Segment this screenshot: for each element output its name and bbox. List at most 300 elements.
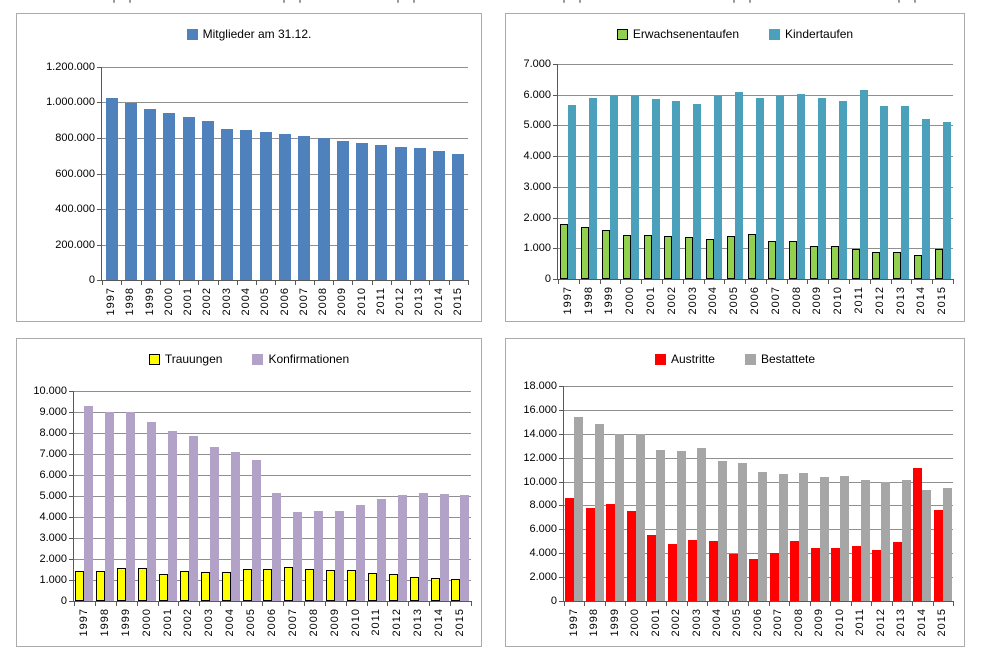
x-axis-label: 2008 — [317, 287, 330, 316]
x-label-slot — [158, 608, 179, 648]
bar-group-2007 — [769, 386, 789, 601]
glyph-fragment — [129, 0, 131, 3]
x-axis-label: 2006 — [265, 608, 278, 637]
bars-layer — [558, 64, 953, 279]
bar-group-2012 — [870, 64, 891, 279]
x-axis-label: 2010 — [833, 608, 846, 637]
y-axis-label: 6.000 — [523, 88, 551, 101]
legend-item-mitglieder — [187, 27, 312, 41]
bar-group-2013 — [408, 391, 429, 601]
y-axis-label: 14.000 — [523, 427, 557, 440]
x-axis-tick — [262, 601, 263, 606]
bar-trauungen — [243, 569, 252, 601]
y-axis-label: 3.000 — [39, 532, 67, 544]
chart-legend — [17, 27, 481, 41]
x-label-slot — [724, 286, 745, 326]
x-label-slot — [646, 608, 666, 648]
bar-group-2013 — [892, 386, 912, 601]
glyph-fragment — [413, 0, 415, 3]
bar-group-2009 — [333, 67, 352, 280]
bar-group-2002 — [178, 391, 199, 601]
bar-group-2001 — [158, 391, 179, 601]
x-label-slot — [179, 287, 198, 327]
bar-austritte — [586, 508, 595, 601]
bar-kindertaufen — [860, 90, 868, 279]
bar-group-1998 — [579, 64, 600, 279]
bar-group-2005 — [728, 386, 748, 601]
bar-trauungen — [451, 579, 460, 601]
bar-group-2002 — [198, 67, 217, 280]
x-axis-tick — [450, 601, 451, 606]
x-axis-labels — [102, 287, 468, 327]
x-axis-label: 2013 — [412, 608, 425, 637]
bar-group-2012 — [387, 391, 408, 601]
bar-group-1998 — [95, 391, 116, 601]
y-axis-label: 4.000 — [523, 150, 551, 163]
bar-group-2007 — [295, 67, 314, 280]
x-label-slot — [932, 286, 953, 326]
chart-trauungen-konfirmationen[interactable] — [16, 338, 482, 647]
y-axis-label: 2.000 — [39, 553, 67, 565]
bar-group-2004 — [237, 67, 256, 280]
bar-bestattete — [697, 448, 706, 601]
bar-konfirmationen — [398, 495, 407, 601]
bar-mitglieder — [414, 148, 426, 280]
bar-group-2013 — [410, 67, 429, 280]
bar-trauungen — [347, 570, 356, 601]
x-axis-label: 2010 — [832, 286, 845, 315]
charts-grid — [16, 13, 965, 647]
bar-group-2002 — [666, 386, 686, 601]
x-axis-tick — [953, 279, 954, 284]
x-label-slot — [912, 286, 933, 326]
plot-area — [33, 385, 471, 637]
bar-erwachsenentaufen — [789, 241, 797, 279]
bar-konfirmationen — [356, 505, 365, 601]
y-axis-label: 0 — [60, 595, 67, 607]
x-label-slot — [295, 287, 314, 327]
bar-group-1998 — [584, 386, 604, 601]
bar-austritte — [893, 542, 902, 601]
bar-group-2012 — [871, 386, 891, 601]
glyph-fragment — [579, 0, 581, 3]
x-label-slot — [262, 608, 283, 648]
bar-trauungen — [96, 571, 105, 601]
x-axis-label: 2012 — [394, 287, 407, 316]
y-axis-label: 1.000 — [39, 574, 67, 586]
x-axis-labels — [74, 608, 471, 648]
x-axis-label: 1998 — [582, 286, 595, 315]
bar-trauungen — [284, 567, 293, 601]
x-axis-label: 2014 — [433, 608, 446, 637]
x-axis-tick — [410, 280, 411, 285]
bar-trauungen — [305, 569, 314, 601]
x-axis-label: 2015 — [936, 608, 949, 637]
bar-group-2010 — [830, 386, 850, 601]
bar-bestattete — [738, 463, 747, 601]
x-axis-label: 1998 — [124, 287, 137, 316]
bar-mitglieder — [337, 141, 349, 280]
x-axis-label: 2000 — [140, 608, 153, 637]
x-label-slot — [891, 286, 912, 326]
x-axis-tick — [707, 601, 708, 606]
legend-label-erwachsenentaufen: Erwachsenentaufen — [632, 27, 739, 41]
x-axis-label: 2005 — [731, 608, 744, 637]
x-axis-tick — [625, 601, 626, 606]
bar-group-2002 — [662, 64, 683, 279]
bar-austritte — [934, 510, 943, 601]
chart-austritte-bestattete[interactable] — [505, 338, 965, 647]
bar-konfirmationen — [293, 512, 302, 601]
y-axis-label: 7.000 — [39, 448, 67, 460]
x-label-slot — [141, 287, 160, 327]
bar-group-2005 — [724, 64, 745, 279]
bar-bestattete — [922, 490, 931, 601]
x-axis-label: 1999 — [608, 608, 621, 637]
bar-group-2015 — [449, 67, 468, 280]
y-axis-label: 5.000 — [39, 490, 67, 502]
x-label-slot — [769, 608, 789, 648]
bar-group-2006 — [745, 64, 766, 279]
bar-erwachsenentaufen — [560, 224, 568, 279]
x-axis-tick — [769, 601, 770, 606]
x-axis-label: 2000 — [162, 287, 175, 316]
bar-trauungen — [389, 574, 398, 601]
bars-layer — [102, 67, 468, 280]
x-label-slot — [851, 608, 871, 648]
x-label-slot — [620, 286, 641, 326]
y-axis-label: 6.000 — [39, 469, 67, 481]
bar-konfirmationen — [252, 460, 261, 601]
x-axis-tick — [391, 280, 392, 285]
x-axis-label: 2007 — [286, 608, 299, 637]
x-axis-tick — [584, 601, 585, 606]
bar-mitglieder — [433, 151, 445, 280]
chart-mitglieder[interactable] — [16, 13, 482, 322]
y-axis-label: 200.000 — [55, 238, 95, 251]
x-axis-label: 2002 — [182, 608, 195, 637]
bar-austritte — [790, 541, 799, 601]
x-axis-label: 2002 — [665, 286, 678, 315]
x-axis-tick — [429, 601, 430, 606]
bars-layer — [74, 391, 471, 601]
x-label-slot — [218, 287, 237, 327]
x-axis-tick — [605, 601, 606, 606]
x-axis-tick — [728, 601, 729, 606]
x-axis-label: 2000 — [629, 608, 642, 637]
chart-taufen[interactable] — [505, 13, 965, 322]
bar-kindertaufen — [652, 99, 660, 279]
bar-konfirmationen — [335, 511, 344, 601]
y-axis-label: 1.000 — [523, 242, 551, 255]
x-axis-tick — [953, 601, 954, 606]
bar-austritte — [709, 541, 718, 601]
x-label-slot — [304, 608, 325, 648]
bar-erwachsenentaufen — [727, 236, 735, 279]
legend-swatch-erwachsenentaufen — [617, 29, 628, 40]
x-axis-label: 2012 — [873, 286, 886, 315]
x-label-slot — [745, 286, 766, 326]
bar-group-2004 — [707, 386, 727, 601]
y-axis-label: 5.000 — [523, 119, 551, 132]
x-axis-label: 2004 — [224, 608, 237, 637]
x-axis-label: 2004 — [239, 287, 252, 316]
x-axis-label: 1997 — [567, 608, 580, 637]
bar-group-2008 — [787, 64, 808, 279]
glyph-fragment — [299, 0, 301, 3]
x-axis-label: 2007 — [772, 608, 785, 637]
x-label-slot — [641, 286, 662, 326]
legend-swatch-austritte — [655, 354, 666, 365]
legend-item-konfirmationen — [252, 352, 349, 366]
bar-erwachsenentaufen — [706, 239, 714, 279]
x-label-slot — [766, 286, 787, 326]
bar-bestattete — [779, 474, 788, 601]
x-axis-tick — [810, 601, 811, 606]
x-axis-tick — [600, 279, 601, 284]
x-axis-label: 2008 — [307, 608, 320, 637]
bar-group-2006 — [275, 67, 294, 280]
x-label-slot — [932, 608, 952, 648]
bar-group-2003 — [218, 67, 237, 280]
x-axis-label: 2008 — [790, 286, 803, 315]
y-axis-label: 12.000 — [523, 451, 557, 464]
bar-trauungen — [410, 577, 419, 601]
bar-kindertaufen — [672, 101, 680, 279]
x-axis-tick — [121, 280, 122, 285]
bar-group-2009 — [808, 64, 829, 279]
bar-group-2015 — [450, 391, 471, 601]
y-axis-label: 2.000 — [523, 211, 551, 224]
bar-mitglieder — [375, 145, 387, 280]
x-axis-label: 2003 — [203, 608, 216, 637]
x-axis-tick — [137, 601, 138, 606]
x-axis-label: 2010 — [349, 608, 362, 637]
bar-konfirmationen — [147, 422, 156, 601]
bar-erwachsenentaufen — [768, 241, 776, 279]
legend-label-bestattete: Bestattete — [760, 352, 816, 366]
bar-bestattete — [595, 424, 604, 601]
x-axis-label: 2009 — [336, 287, 349, 316]
bar-group-2014 — [429, 391, 450, 601]
bar-group-2009 — [810, 386, 830, 601]
x-label-slot — [314, 287, 333, 327]
x-axis-label: 2003 — [686, 286, 699, 315]
bar-group-2006 — [262, 391, 283, 601]
bar-austritte — [688, 540, 697, 602]
bar-konfirmationen — [168, 431, 177, 601]
x-axis-labels — [558, 286, 953, 326]
x-label-slot — [366, 608, 387, 648]
x-label-slot — [449, 287, 468, 327]
x-label-slot — [728, 608, 748, 648]
bar-group-2014 — [912, 64, 933, 279]
bar-bestattete — [902, 480, 911, 601]
y-axis-label: 8.000 — [529, 499, 557, 512]
x-label-slot — [391, 287, 410, 327]
legend-swatch-konfirmationen — [252, 354, 263, 365]
bar-group-2014 — [912, 386, 932, 601]
glyph-fragment — [749, 0, 751, 3]
x-axis-tick — [912, 601, 913, 606]
x-label-slot — [584, 608, 604, 648]
bar-kindertaufen — [901, 106, 909, 279]
bar-trauungen — [368, 573, 377, 601]
x-axis-label: 2011 — [374, 287, 387, 315]
bar-austritte — [565, 498, 574, 601]
x-label-slot — [870, 286, 891, 326]
x-axis-label: 1997 — [105, 287, 118, 316]
bar-konfirmationen — [126, 412, 135, 601]
x-axis-tick — [160, 280, 161, 285]
bar-konfirmationen — [189, 436, 198, 601]
glyph-fragment — [283, 0, 285, 3]
x-label-slot — [892, 608, 912, 648]
x-label-slot — [810, 608, 830, 648]
x-axis-tick — [830, 601, 831, 606]
glyph-fragment — [914, 0, 916, 3]
bar-group-2003 — [683, 64, 704, 279]
bar-mitglieder — [202, 121, 214, 280]
x-label-slot — [410, 287, 429, 327]
x-axis-label: 2015 — [936, 286, 949, 315]
plot-area — [46, 61, 468, 316]
x-axis-tick — [218, 280, 219, 285]
bar-group-2000 — [160, 67, 179, 280]
bar-bestattete — [718, 461, 727, 601]
x-axis-tick — [724, 279, 725, 284]
y-axis-label: 0 — [550, 595, 557, 607]
x-axis-tick — [646, 601, 647, 606]
legend-item-austritte — [655, 352, 715, 366]
x-axis-tick — [851, 601, 852, 606]
x-label-slot — [198, 287, 217, 327]
bar-trauungen — [201, 572, 210, 601]
bar-mitglieder — [125, 103, 137, 281]
y-axis-label: 7.000 — [523, 58, 551, 70]
bar-group-2012 — [391, 67, 410, 280]
bar-mitglieder — [356, 143, 368, 280]
x-axis-label: 1998 — [98, 608, 111, 637]
bar-austritte — [913, 468, 922, 601]
x-label-slot — [579, 286, 600, 326]
bar-group-1999 — [141, 67, 160, 280]
bar-bestattete — [799, 473, 808, 601]
x-axis-label: 2006 — [751, 608, 764, 637]
x-axis-tick — [828, 279, 829, 284]
bar-kindertaufen — [839, 101, 847, 279]
x-axis-tick — [116, 601, 117, 606]
bar-mitglieder — [144, 109, 156, 280]
bar-erwachsenentaufen — [623, 235, 631, 279]
bar-group-2008 — [789, 386, 809, 601]
bars-layer — [564, 386, 953, 601]
y-axis-label: 8.000 — [39, 427, 67, 439]
bar-kindertaufen — [797, 94, 805, 279]
bar-trauungen — [159, 574, 168, 601]
x-label-slot — [787, 286, 808, 326]
x-label-slot — [199, 608, 220, 648]
y-axis-label: 4.000 — [39, 511, 67, 523]
y-axis-label: 10.000 — [523, 475, 557, 488]
x-label-slot — [666, 608, 686, 648]
x-axis-tick — [283, 601, 284, 606]
bar-trauungen — [431, 578, 440, 601]
legend-item-erwachsenentaufen — [617, 27, 739, 41]
x-label-slot — [605, 608, 625, 648]
x-label-slot — [662, 286, 683, 326]
legend-swatch-trauungen — [149, 354, 160, 365]
bar-kindertaufen — [735, 92, 743, 279]
x-axis-label: 2008 — [792, 608, 805, 637]
bar-group-2004 — [220, 391, 241, 601]
legend-label-konfirmationen: Konfirmationen — [268, 352, 350, 366]
bar-konfirmationen — [105, 412, 114, 601]
bar-austritte — [852, 546, 861, 601]
bar-austritte — [770, 553, 779, 601]
legend-item-trauungen — [149, 352, 223, 366]
bar-mitglieder — [260, 132, 272, 280]
cropped-row-artifacts — [0, 0, 983, 4]
y-axis-label: 600.000 — [55, 167, 95, 180]
x-axis-label: 2001 — [182, 287, 195, 316]
bar-group-2011 — [851, 386, 871, 601]
bar-group-2007 — [283, 391, 304, 601]
bar-kindertaufen — [776, 96, 784, 279]
bar-trauungen — [326, 570, 335, 601]
x-label-slot — [830, 608, 850, 648]
y-axis-label: 400.000 — [55, 202, 95, 215]
y-axis-label: 1.000.000 — [46, 96, 95, 109]
bar-erwachsenentaufen — [914, 255, 922, 279]
bar-konfirmationen — [84, 406, 93, 601]
x-axis-label: 2009 — [811, 286, 824, 315]
x-axis-tick — [179, 280, 180, 285]
bar-group-1997 — [564, 386, 584, 601]
x-label-slot — [372, 287, 391, 327]
chart-legend — [17, 352, 481, 366]
y-axis-label: 9.000 — [39, 406, 67, 418]
glyph-fragment — [563, 0, 565, 3]
bar-austritte — [647, 535, 656, 601]
bar-bestattete — [820, 477, 829, 601]
bar-group-1997 — [74, 391, 95, 601]
x-axis-label: 2009 — [813, 608, 826, 637]
x-axis-label: 2003 — [690, 608, 703, 637]
bar-mitglieder — [298, 136, 310, 280]
x-label-slot — [387, 608, 408, 648]
x-axis-tick — [787, 279, 788, 284]
x-axis-tick — [346, 601, 347, 606]
x-label-slot — [256, 287, 275, 327]
x-label-slot — [178, 608, 199, 648]
legend-swatch-kindertaufen — [769, 29, 780, 40]
x-axis-tick — [911, 279, 912, 284]
x-axis-tick — [748, 601, 749, 606]
x-axis-label: 2000 — [624, 286, 637, 315]
bar-kindertaufen — [693, 104, 701, 279]
bar-trauungen — [180, 571, 189, 601]
bar-erwachsenentaufen — [644, 235, 652, 279]
y-axis-label: 0 — [88, 274, 95, 286]
x-axis-tick — [849, 279, 850, 284]
x-label-slot — [430, 287, 449, 327]
bar-group-2000 — [620, 64, 641, 279]
x-label-slot — [275, 287, 294, 327]
bar-erwachsenentaufen — [893, 252, 901, 279]
x-axis-label: 2001 — [161, 608, 174, 637]
x-axis-tick — [198, 280, 199, 285]
